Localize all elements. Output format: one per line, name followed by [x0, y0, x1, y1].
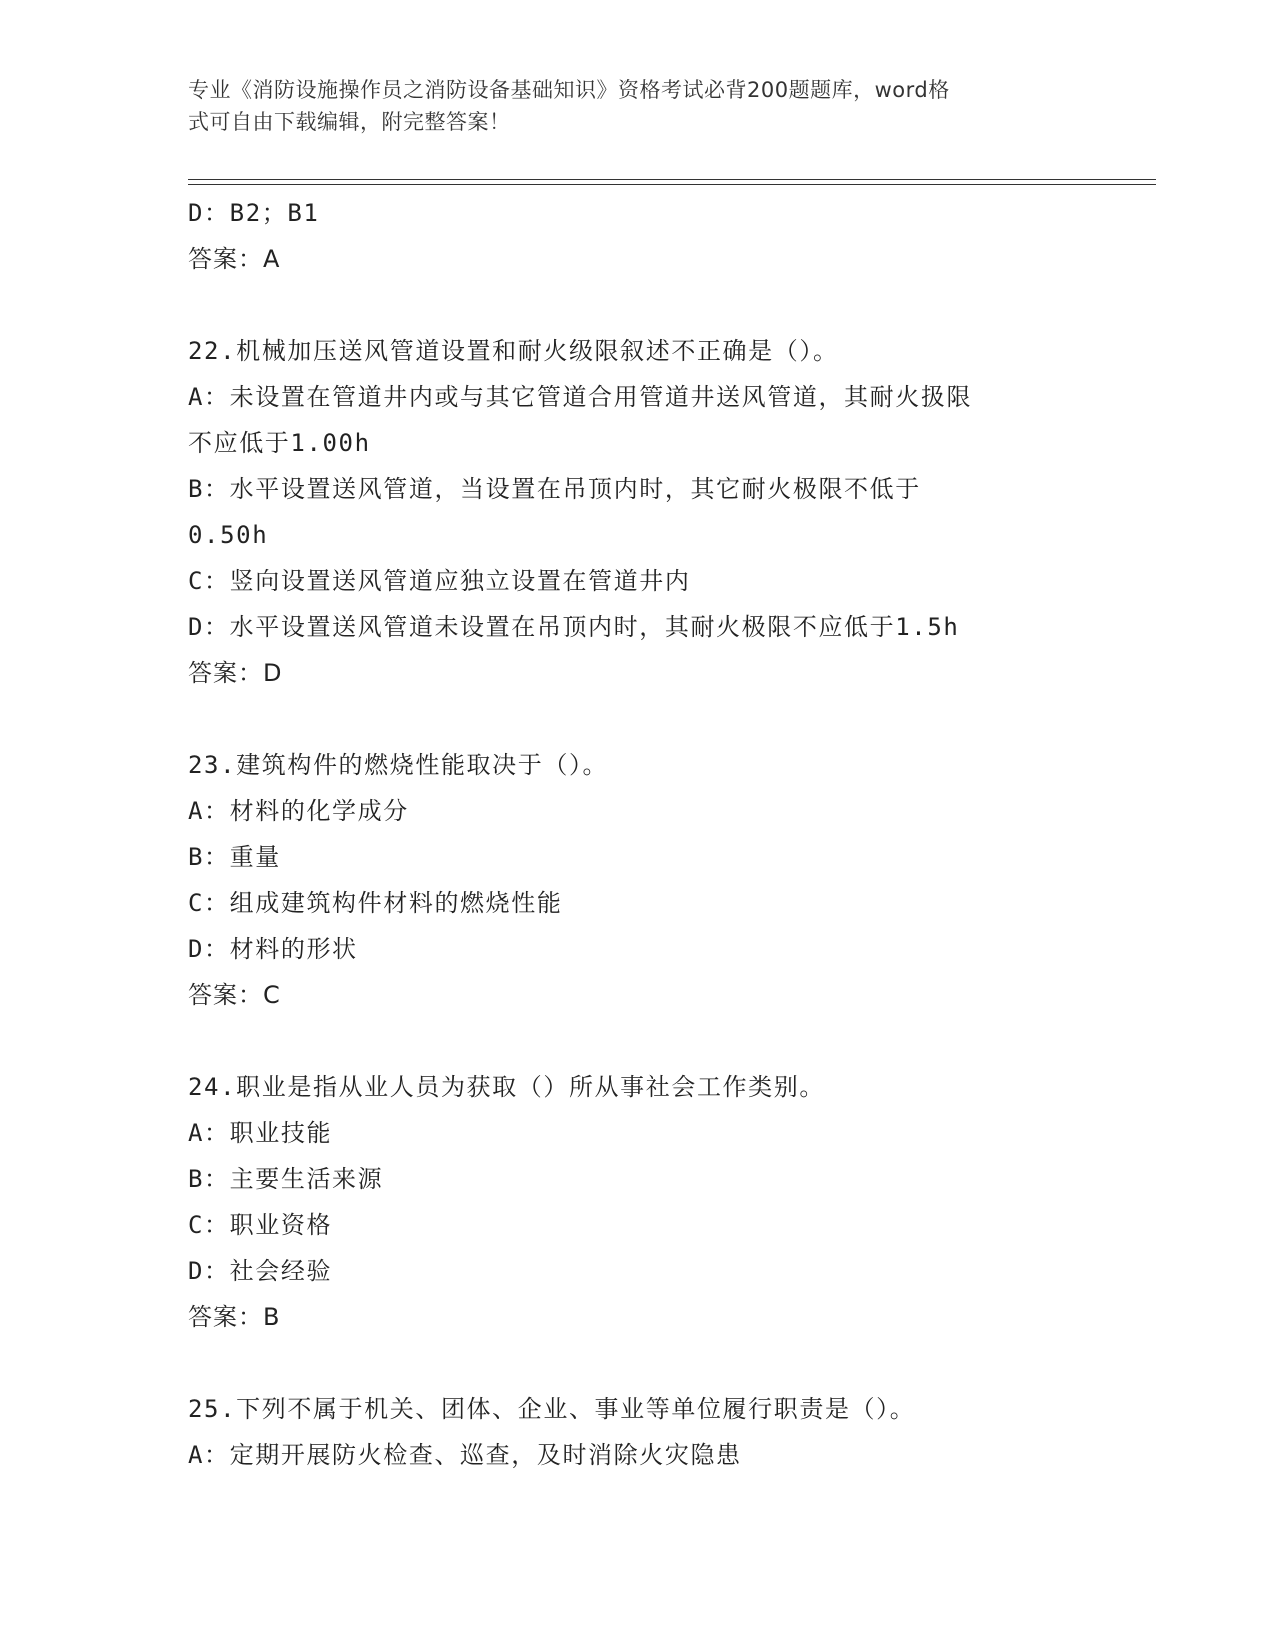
- option-a: A：职业技能: [188, 1119, 333, 1147]
- option-b: B：主要生活来源: [188, 1165, 384, 1193]
- previous-question-fragment: [188, 190, 1088, 282]
- option-a: A：未设置在管道井内或与其它管道合用管道井送风管道，其耐火扱限: [188, 383, 973, 411]
- header-rule-top: [188, 179, 1156, 180]
- question-25: [188, 1386, 1088, 1478]
- question-23: [188, 742, 1088, 1018]
- option-d: D：社会经验: [188, 1257, 333, 1285]
- option-d: D：材料的形状: [188, 935, 358, 963]
- option-a: A：定期开展防火检查、巡查，及时消除火灾隐患: [188, 1441, 742, 1469]
- question-24: [188, 1064, 1088, 1340]
- answer: 答案：B: [188, 1303, 281, 1331]
- question-stem: 25.下列不属于机关、团体、企业、事业等单位履行职责是（）。: [188, 1395, 916, 1423]
- answer: 答案：A: [188, 245, 281, 273]
- option-c: C：职业资格: [188, 1211, 333, 1239]
- question-22: [188, 328, 1088, 696]
- option-c: C：竖向设置送风管道应独立设置在管道井内: [188, 567, 691, 595]
- answer: 答案：C: [188, 981, 281, 1009]
- answer: 答案：D: [188, 659, 283, 687]
- question-stem: 24.职业是指从业人员为获取（）所从事社会工作类别。: [188, 1073, 825, 1101]
- question-list: [188, 190, 1088, 1478]
- option-d: D：水平设置送风管道未设置在吊顶内时，其耐火极限不应低于1.5h: [188, 613, 960, 641]
- question-stem: 23.建筑构件的燃烧性能取决于（）。: [188, 751, 609, 779]
- document-header: [188, 74, 1068, 138]
- option-b: B：重量: [188, 843, 281, 871]
- header-line-2: 式可自由下载编辑，附完整答案！: [188, 110, 511, 134]
- option-d: D：B2；B1: [188, 199, 320, 227]
- option-a: A：材料的化学成分: [188, 797, 409, 825]
- question-stem: 22.机械加压送风管道设置和耐火级限叙述不正确是（）。: [188, 337, 839, 365]
- option-b-continued: 0.50h: [188, 521, 269, 549]
- option-a-continued: 不应低于1.00h: [188, 429, 371, 457]
- header-rule-bottom: [188, 184, 1156, 185]
- option-b: B：水平设置送风管道，当设置在吊顶内时，其它耐火极限不低于: [188, 475, 921, 503]
- option-c: C：组成建筑构件材料的燃烧性能: [188, 889, 563, 917]
- header-line-1: 专业《消防设施操作员之消防设备基础知识》资格考试必背200题题库，word格: [188, 78, 950, 102]
